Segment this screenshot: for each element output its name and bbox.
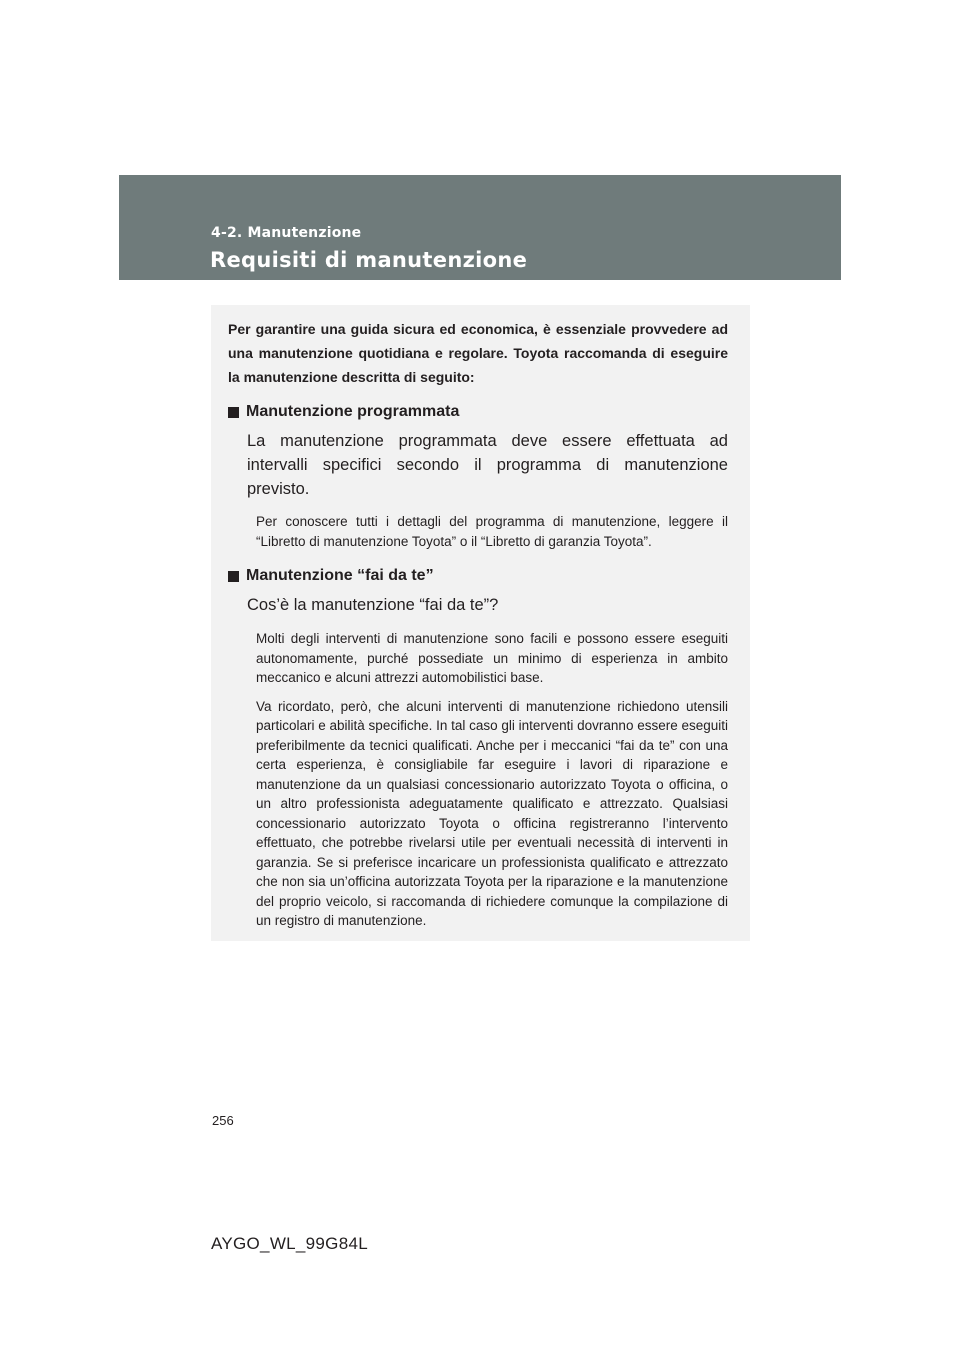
section-body-diy: Cos’è la manutenzione “fai da te”? <box>247 596 499 614</box>
section-heading-text: Manutenzione “fai da te” <box>246 567 434 584</box>
content-box <box>211 305 750 941</box>
page-number: 256 <box>212 1113 234 1128</box>
note-diy-1: Molti degli interventi di manutenzione sono facili e possono essere eseguiti autonomamente, purché possediate un minimo di esperienza in ambito meccanico e alcuni attrezzi automobilistici base. <box>256 631 728 685</box>
section-heading-scheduled <box>228 401 728 423</box>
section-heading-diy <box>228 565 728 587</box>
page-title: Requisiti di manutenzione <box>210 248 528 272</box>
document-code: AYGO_WL_99G84L <box>211 1234 368 1253</box>
intro-paragraph: Per garantire una guida sicura ed economica, è essenziale provvedere ad una manutenzione quotidiana e regolare. Toyota raccomanda di eseguire la manutenzione descritta di seguito: <box>228 321 728 385</box>
square-bullet-icon <box>228 407 239 418</box>
section-body-scheduled: La manutenzione programmata deve essere effettuata ad intervalli specifici secondo il programma di manutenzione previsto. <box>247 432 728 498</box>
section-heading-text: Manutenzione programmata <box>246 403 460 420</box>
note-diy-2: Va ricordato, però, che alcuni interventi di manutenzione richiedono utensili particolari e abilità specifiche. In tal caso gli interventi dovranno essere eseguiti preferibilmente da tecnici qualificati. Anche per i meccanici “fai da te” con una certa esperienza, è consigliabile far eseguire i lavori di riparazione e manutenzione da un qualsiasi concessionario autorizzato Toyota o officina, o un altro professionista adeguatamente qualificato e attrezzato. Qualsiasi concessionario autorizzato Toyota o officina registreranno l’intervento effettuato, che potrebbe rivelarsi utile per eventuali necessità di interventi in garanzia. Se si preferisce incaricare un professionista qualificato e attrezzato che non sia un’officina autorizzata Toyota per la riparazione e la manutenzione del proprio veicolo, si raccomanda di richiedere comunque la compilazione di un registro di manutenzione. <box>256 698 729 928</box>
section-label: 4-2. Manutenzione <box>211 225 362 241</box>
note-scheduled: Per conoscere tutti i dettagli del programma di manutenzione, leggere il “Libretto di manutenzione Toyota” o il “Libretto di garanzia Toyota”. <box>256 514 728 549</box>
square-bullet-icon <box>228 571 239 582</box>
